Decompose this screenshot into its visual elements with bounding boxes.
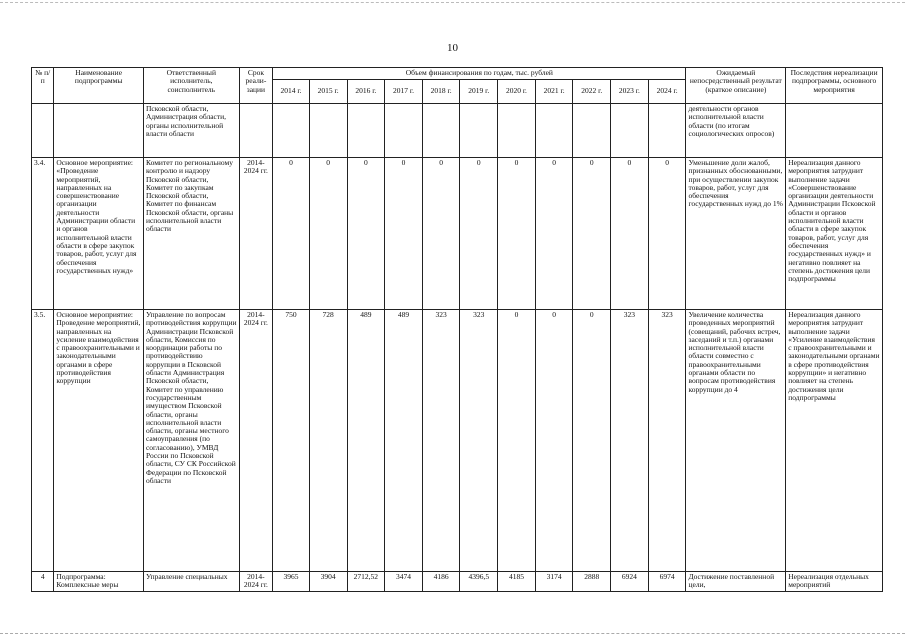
table-row: [32, 104, 883, 158]
scan-edge-bottom: [0, 633, 905, 634]
header-year: 2021 г.: [535, 80, 573, 104]
header-responsible: Ответственный исполнитель, соисполнитель: [143, 68, 239, 104]
row-no: [32, 104, 54, 158]
header-term: Срок реали-зации: [239, 68, 273, 104]
header-year: 2022 г.: [573, 80, 611, 104]
row-name: Основное мероприятие: Проведение мероприятий, направленных на усиление взаимодействия с правоохранительными и законодательными органами в сфере противодействия коррупции: [54, 310, 144, 572]
row-value: 0: [347, 158, 385, 310]
row-consequences: Нереализация данного мероприятия затруднит выполнение задачи «Совершенствование организации деятельности Администрации Псковской области и органов исполнительной власти области в сфере закупок товаров, работ, услуг для обеспечения государственных нужд» и негативно повлияет на степень достижения цели подпрограммы: [786, 158, 883, 310]
scan-edge-top: [0, 2, 905, 3]
table-row: [32, 572, 883, 592]
header-no: № п/п: [32, 68, 54, 104]
row-value: 3965: [273, 572, 310, 592]
row-value: 0: [498, 310, 536, 572]
row-value: 4185: [498, 572, 536, 592]
row-no: 3.5.: [32, 310, 54, 572]
header-year: 2015 г.: [309, 80, 347, 104]
header-year: 2019 г.: [460, 80, 498, 104]
header-year: 2014 г.: [273, 80, 310, 104]
row-value: 0: [611, 158, 649, 310]
row-consequences: [786, 104, 883, 158]
row-result: Достижение поставленной цели,: [686, 572, 786, 592]
row-value: 323: [422, 310, 460, 572]
row-value: [347, 104, 385, 158]
row-no: 4: [32, 572, 54, 592]
row-value: 323: [648, 310, 686, 572]
row-value: 2712,52: [347, 572, 385, 592]
row-responsible: Управление специальных: [143, 572, 239, 592]
row-value: 0: [535, 158, 573, 310]
row-value: 0: [385, 158, 423, 310]
row-result: деятельности органов исполнительной власти области (по итогам социологических опросов): [686, 104, 786, 158]
row-responsible: Комитет по региональному контролю и надзору Псковской области, Комитет по закупкам Псковской области, Комитет по финансам Псковской области, органы исполнительной власти области: [143, 158, 239, 310]
header-year: 2024 г.: [648, 80, 686, 104]
row-value: 323: [460, 310, 498, 572]
row-value: 3174: [535, 572, 573, 592]
row-value: [498, 104, 536, 158]
row-consequences: Нереализация отдельных мероприятий: [786, 572, 883, 592]
header-name: Наименование подпрограммы: [54, 68, 144, 104]
row-name: [54, 104, 144, 158]
row-value: [460, 104, 498, 158]
row-value: 0: [460, 158, 498, 310]
row-value: [535, 104, 573, 158]
row-value: 0: [573, 158, 611, 310]
row-term: [239, 104, 273, 158]
header-year: 2020 г.: [498, 80, 536, 104]
funding-table: [31, 67, 883, 592]
row-value: 6924: [611, 572, 649, 592]
row-value: 3904: [309, 572, 347, 592]
row-value: 489: [347, 310, 385, 572]
row-term: 2014-2024 гг.: [239, 158, 273, 310]
header-year: 2018 г.: [422, 80, 460, 104]
row-value: 323: [611, 310, 649, 572]
header-row-1: [32, 68, 883, 80]
header-year: 2023 г.: [611, 80, 649, 104]
row-value: 750: [273, 310, 310, 572]
row-value: 0: [573, 310, 611, 572]
row-value: 0: [273, 158, 310, 310]
row-result: Увеличение количества проведенных мероприятий (совещаний, рабочих встреч, заседаний и т.п.) органами исполнительной власти области совместно с правоохранительными органами области по вопросам противодействия коррупции до 4: [686, 310, 786, 572]
row-responsible: Управление по вопросам противодействия коррупции Администрации Псковской области, Комиссия по координации работы по противодействию коррупции в Псковской области Администрация Псковской области, Комитет по управлению государственным имуществом Псковской области, органы исполнительной власти области, органы местного самоуправления (по согласованию), УМВД России по Псковской области, СУ СК Российской Федерации по Псковской области: [143, 310, 239, 572]
row-term: 2014-2024 гг.: [239, 310, 273, 572]
row-value: 4396,5: [460, 572, 498, 592]
row-name: Подпрограмма: Комплексные меры: [54, 572, 144, 592]
header-funding: Объем финансирования по годам, тыс. рублей: [273, 68, 686, 80]
row-value: 2888: [573, 572, 611, 592]
row-value: [422, 104, 460, 158]
row-value: 489: [385, 310, 423, 572]
row-value: [611, 104, 649, 158]
header-result: Ожидаемый непосредственный результат (краткое описание): [686, 68, 786, 104]
row-value: 728: [309, 310, 347, 572]
row-value: [273, 104, 310, 158]
header-year: 2017 г.: [385, 80, 423, 104]
row-value: [309, 104, 347, 158]
row-term: 2014-2024 гг.: [239, 572, 273, 592]
row-value: 0: [422, 158, 460, 310]
header-year: 2016 г.: [347, 80, 385, 104]
table-row: [32, 310, 883, 572]
row-value: 6974: [648, 572, 686, 592]
row-value: 0: [648, 158, 686, 310]
row-value: 3474: [385, 572, 423, 592]
row-value: [385, 104, 423, 158]
header-consequences: Последствия нереализации подпрограммы, основного мероприятия: [786, 68, 883, 104]
row-result: Уменьшение доли жалоб, признанных обоснованными, при осуществлении закупок товаров, работ, услуг для обеспечения государственных нужд до 1%: [686, 158, 786, 310]
row-responsible: Псковской области, Администрация области, органы исполнительной власти области: [143, 104, 239, 158]
row-value: [648, 104, 686, 158]
row-value: 0: [535, 310, 573, 572]
row-name: Основное мероприятие: «Проведение мероприятий, направленных на совершенствование организации деятельности Администрации области и органов исполнительной власти области в сфере закупок товаров, работ, услуг для обеспечения государственных нужд»: [54, 158, 144, 310]
row-value: 4186: [422, 572, 460, 592]
row-no: 3.4.: [32, 158, 54, 310]
row-value: 0: [498, 158, 536, 310]
row-consequences: Нереализация данного мероприятия затруднит выполнение задачи «Усиление взаимодействия с правоохранительными и законодательными органами в сфере противодействия коррупции» и негативно повлияет на степень достижения цели подпрограммы: [786, 310, 883, 572]
row-value: 0: [309, 158, 347, 310]
page-number: 10: [447, 42, 458, 54]
row-value: [573, 104, 611, 158]
table-row: [32, 158, 883, 310]
